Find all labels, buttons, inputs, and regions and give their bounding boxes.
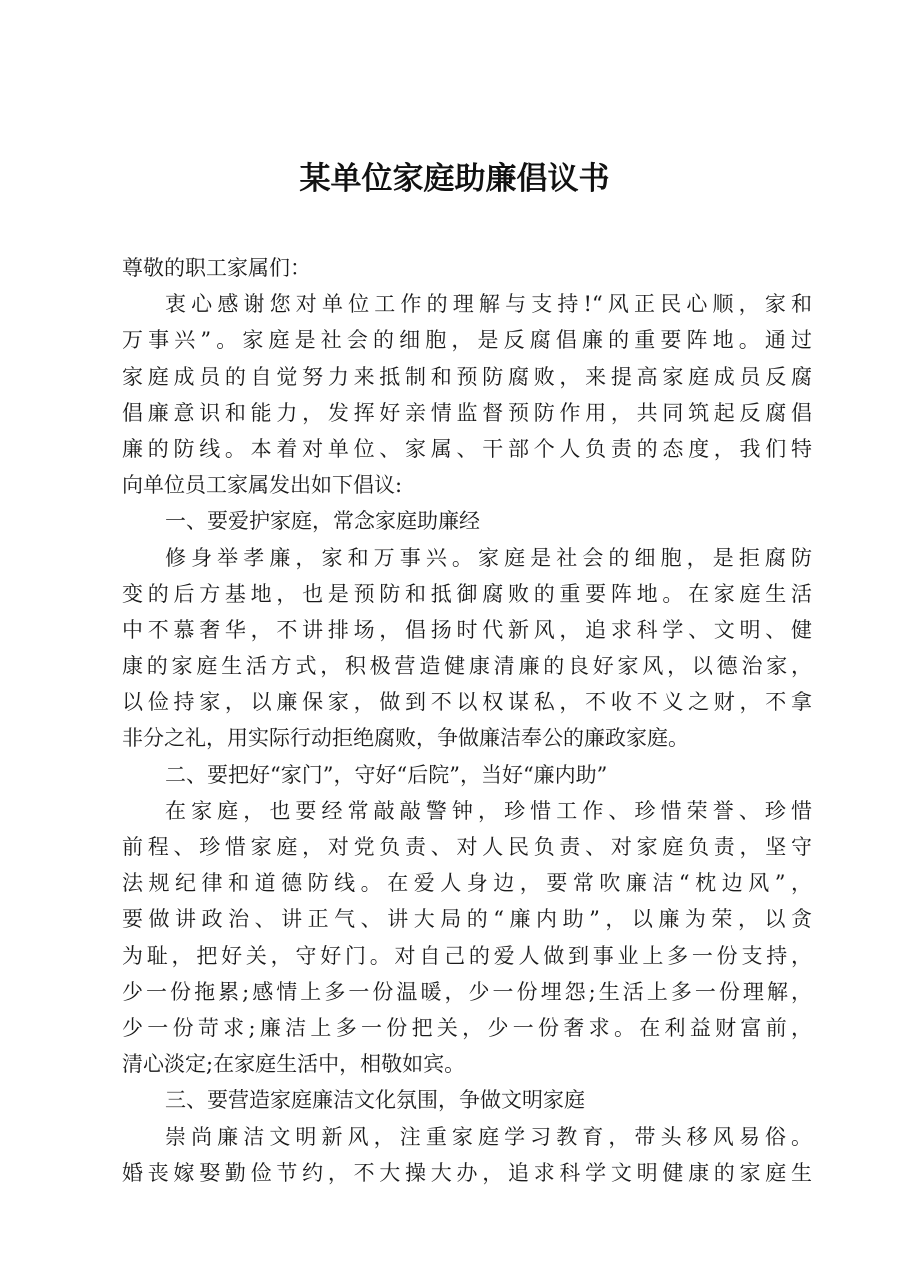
text-line: 非分之礼，用实际行动拒绝腐败，争做廉洁奉公的廉政家庭。 bbox=[122, 726, 689, 751]
text-line: 中不慕奢华，不讲排场，倡扬时代新风，追求科学、文明、健 bbox=[122, 617, 812, 642]
text-line: 向单位员工家属发出如下倡议: bbox=[122, 473, 403, 498]
text-line: 以俭持家，以廉保家，做到不以权谋私，不收不义之财，不拿 bbox=[122, 690, 812, 715]
text-line: 一、要爱护家庭，常念家庭助廉经 bbox=[165, 509, 480, 534]
text-line: 倡廉意识和能力，发挥好亲情监督预防作用，共同筑起反腐倡 bbox=[122, 400, 812, 425]
text-line: 崇尚廉洁文明新风，注重家庭学习教育，带头移风易俗。 bbox=[165, 1124, 812, 1149]
text-line: 康的家庭生活方式，积极营造健康清廉的良好家风，以德治家， bbox=[122, 654, 812, 679]
text-line: 为耻，把好关，守好门。对自己的爱人做到事业上多一份支持， bbox=[122, 943, 812, 968]
text-line: 三、要营造家庭廉洁文化氛围，争做文明家庭 bbox=[165, 1088, 585, 1113]
text-line: 清心淡定;在家庭生活中，相敬如宾。 bbox=[122, 1052, 466, 1077]
text-line: 廉的防线。本着对单位、家属、干部个人负责的态度，我们特 bbox=[122, 436, 812, 461]
text-line: 在家庭，也要经常敲敲警钟，珍惜工作、珍惜荣誉、珍惜 bbox=[165, 798, 812, 823]
text-line: 少一份苛求;廉洁上多一份把关，少一份奢求。在利益财富前， bbox=[122, 1015, 812, 1040]
text-line: 修身举孝廉，家和万事兴。家庭是社会的细胞，是拒腐防 bbox=[165, 545, 812, 570]
text-line: 婚丧嫁娶勤俭节约，不大操大办，追求科学文明健康的家庭生 bbox=[122, 1160, 812, 1185]
text-line: 要做讲政治、讲正气、讲大局的“廉内助”，以廉为荣，以贪 bbox=[122, 907, 812, 932]
document-title: 某单位家庭助廉倡议书 bbox=[299, 161, 610, 197]
text-line: 二、要把好“家门”，守好“后院”，当好“廉内助” bbox=[165, 762, 608, 787]
text-line: 少一份拖累;感情上多一份温暖，少一份埋怨;生活上多一份理解， bbox=[122, 979, 812, 1004]
text-line: 衷心感谢您对单位工作的理解与支持!“风正民心顺，家和 bbox=[165, 292, 812, 317]
text-line: 家庭成员的自觉努力来抵制和预防腐败，来提高家庭成员反腐 bbox=[122, 364, 812, 389]
text-line: 尊敬的职工家属们： bbox=[122, 256, 311, 280]
text-line: 万事兴”。家庭是社会的细胞，是反腐倡廉的重要阵地。通过 bbox=[122, 328, 812, 353]
text-line: 法规纪律和道德防线。在爱人身边，要常吹廉洁“枕边风”， bbox=[122, 871, 812, 896]
text-line: 前程、珍惜家庭，对党负责、对人民负责、对家庭负责，坚守 bbox=[122, 835, 812, 859]
text-line: 变的后方基地，也是预防和抵御腐败的重要阵地。在家庭生活 bbox=[122, 581, 812, 606]
document-body bbox=[122, 250, 812, 1191]
